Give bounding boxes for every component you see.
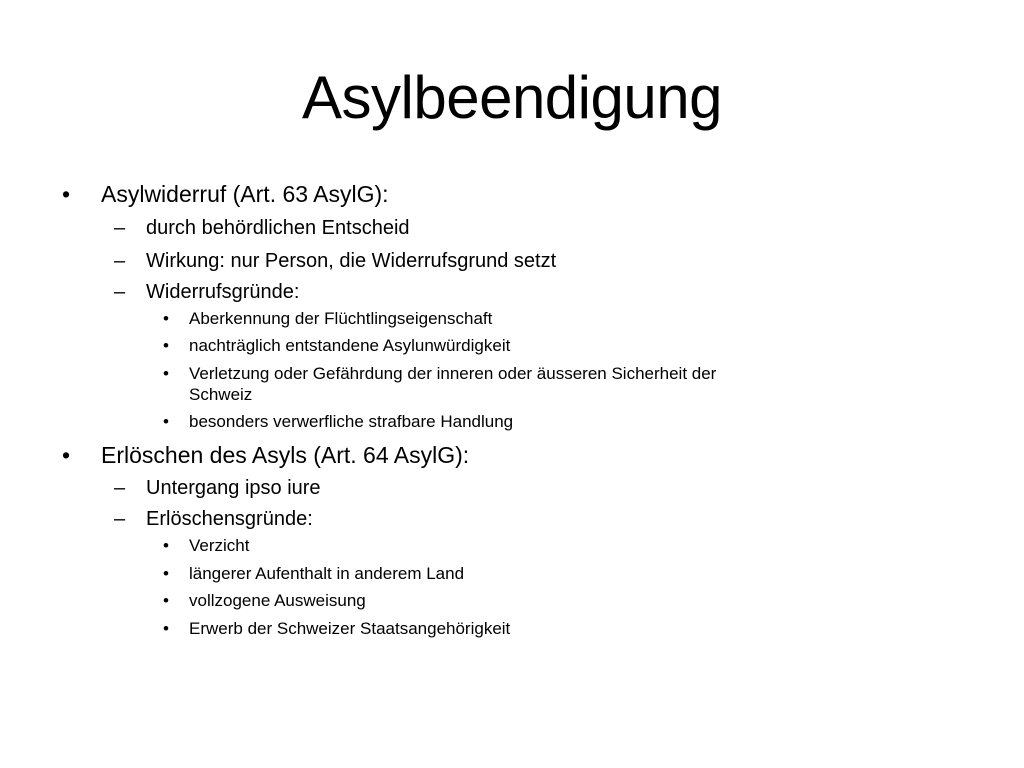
bullet-continuation <box>189 385 252 405</box>
bullet-level3 <box>163 536 250 556</box>
bullet-level2 <box>114 216 410 240</box>
bullet-level3 <box>163 309 493 329</box>
bullet-text: Erlöschensgründe: <box>146 508 313 530</box>
bullet-text: Asylwiderruf (Art. 63 AsylG): <box>101 181 389 207</box>
bullet-level2 <box>114 280 300 304</box>
dash-marker: – <box>114 477 126 499</box>
bullet-level3 <box>163 591 366 611</box>
bullet-marker: • <box>163 336 169 355</box>
bullet-level3 <box>163 412 514 432</box>
bullet-text: Schweiz <box>189 385 253 404</box>
slide-title: Asylbeendigung <box>301 64 722 131</box>
bullet-level2 <box>114 249 557 273</box>
bullet-marker: • <box>163 309 169 328</box>
bullet-level3 <box>163 364 717 384</box>
bullet-marker: • <box>62 181 71 207</box>
bullet-level3 <box>163 619 511 639</box>
bullet-marker: • <box>163 412 169 431</box>
dash-marker: – <box>114 281 126 303</box>
bullet-text: Erwerb der Schweizer Staatsangehörigkeit <box>189 619 511 638</box>
bullet-text: Erlöschen des Asyls (Art. 64 AsylG): <box>101 442 470 468</box>
bullet-text: Wirkung: nur Person, die Widerrufsgrund setzt <box>146 250 557 272</box>
dash-marker: – <box>114 250 126 272</box>
bullet-level2 <box>114 507 313 531</box>
bullet-text: Verletzung oder Gefährdung der inneren oder äusseren Sicherheit der <box>189 364 717 383</box>
dash-marker: – <box>114 508 126 530</box>
bullet-text: Widerrufsgründe: <box>146 281 300 303</box>
bullet-level3 <box>163 336 511 356</box>
bullet-text: Verzicht <box>189 536 250 555</box>
bullet-text: durch behördlichen Entscheid <box>146 217 410 239</box>
bullet-level1 <box>62 180 389 208</box>
bullet-text: nachträglich entstandene Asylunwürdigkeit <box>189 336 511 355</box>
bullet-marker: • <box>163 619 169 638</box>
bullet-level1 <box>62 441 470 469</box>
bullet-marker: • <box>163 564 169 583</box>
bullet-marker: • <box>62 442 71 468</box>
bullet-level3 <box>163 564 465 584</box>
bullet-marker: • <box>163 364 169 383</box>
bullet-marker: • <box>163 536 169 555</box>
bullet-level2 <box>114 476 321 500</box>
bullet-text: Untergang ipso iure <box>146 477 321 499</box>
bullet-text: vollzogene Ausweisung <box>189 591 366 610</box>
bullet-text: besonders verwerfliche strafbare Handlung <box>189 412 514 431</box>
dash-marker: – <box>114 217 126 239</box>
bullet-text: Aberkennung der Flüchtlingseigenschaft <box>189 309 493 328</box>
bullet-marker: • <box>163 591 169 610</box>
bullet-text: längerer Aufenthalt in anderem Land <box>189 564 465 583</box>
